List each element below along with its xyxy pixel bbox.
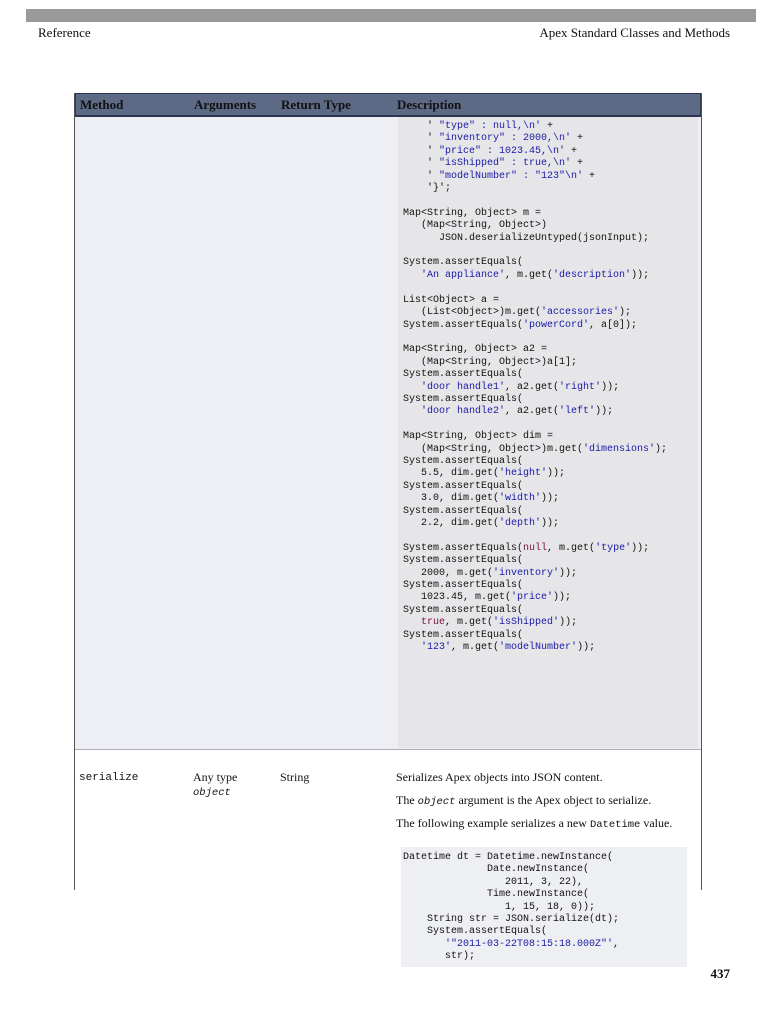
description-fragment: The [396,793,418,807]
column-header-method: Method [80,97,124,112]
code-token: "inventory" : 2000,\n' [439,133,572,145]
code-token: System.assertEquals( [403,480,524,492]
code-token [403,270,421,281]
code-token [403,406,421,417]
code-block [401,847,687,967]
code-token [403,939,445,950]
code-sample-deserialize [403,121,667,654]
code-token: ' [403,170,440,182]
code-token: 'height' [499,468,548,480]
code-token: , a[0]); [589,319,638,331]
code-token: )); [577,642,596,654]
code-token: )); [559,617,578,629]
return-type: String [280,770,310,784]
code-token: 'inventory' [493,567,560,579]
code-token: 'type' [595,542,632,554]
code-token: Date.newInstance( [403,864,590,876]
code-token: 'An appliance' [421,269,506,281]
code-token: str); [403,951,476,963]
code-token: System.assertEquals( [403,455,524,467]
code-token: "type" : null,\n' [439,121,542,132]
method-name: serialize [79,772,139,784]
code-token: , a2.get( [505,381,560,393]
code-token [403,642,421,653]
table-header [75,93,701,117]
description-text [396,793,651,808]
description-fragment: The following example serializes a new [396,816,590,830]
code-token: System.assertEquals( [403,257,524,269]
column-header-return-type: Return Type [281,97,351,112]
code-token: , m.get( [547,542,596,554]
code-token: )); [601,381,620,393]
code-token: )); [631,542,650,554]
code-token: 3.0, dim.get( [403,493,500,505]
header-bar [26,9,756,22]
code-token: "modelNumber" : "123"\n' [439,170,584,182]
code-token: ' [403,121,440,132]
code-token: String str = JSON.serialize(dt); [403,914,620,926]
code-token: + [583,170,596,182]
code-token: 'door handle1' [421,381,506,393]
code-token: Map<String, Object> dim = [403,431,554,443]
table-row [75,750,701,963]
code-token: + [571,158,584,170]
code-token: 1023.45, m.get( [403,592,512,604]
code-token: 'powerCord' [523,319,590,331]
code-token: Datetime dt = Datetime.newInstance( [403,852,614,863]
code-token: (Map<String, Object>)a[1]; [403,356,578,368]
inline-code: object [417,796,456,808]
code-token: System.assertEquals( [403,580,524,592]
code-token: System.assertEquals( [403,319,524,331]
code-token: 'description' [553,269,632,281]
code-token: )); [541,493,560,505]
code-token: )); [541,518,560,529]
code-token: List<Object> a = [403,294,500,306]
code-token: 'width' [499,493,542,505]
code-token: Map<String, Object> m = [403,207,542,219]
code-token [403,617,421,628]
code-token: 'price' [511,592,554,604]
code-token: System.assertEquals( [403,926,548,938]
code-token: 2000, m.get( [403,567,494,579]
code-token: ' [403,145,440,157]
code-token: , m.get( [445,617,494,629]
code-token: )); [547,468,566,480]
code-token: )); [553,592,572,604]
code-token: true [421,617,446,629]
code-token: + [571,133,584,145]
code-token: 1, 15, 18, 0)); [403,901,596,913]
code-token: System.assertEquals( [403,555,524,567]
code-token: 5.5, dim.get( [403,468,500,480]
code-token: (List<Object>)m.get( [403,307,542,319]
code-sample-serialize [403,852,619,964]
code-token: 'door handle2' [421,406,506,418]
argument-name: object [193,787,231,799]
description-text: Serializes Apex objects into JSON content. [396,770,603,784]
code-token: 'left' [559,406,596,418]
code-token: System.assertEquals( [403,604,524,616]
code-token: '123' [421,642,452,654]
code-token: ' [403,133,440,145]
code-token: 'modelNumber' [499,642,578,654]
code-token: Map<String, Object> a2 = [403,344,548,356]
code-token: JSON.deserializeUntyped(jsonInput); [403,232,650,244]
column-header-description: Description [397,97,462,112]
code-token: )); [631,269,650,281]
code-token: ); [655,443,668,455]
inline-code: Datetime [589,819,641,831]
code-token: null [523,542,548,554]
column-header-arguments: Arguments [194,97,257,112]
code-token: + [541,121,554,132]
argument-type: Any type [193,770,238,784]
code-token: System.assertEquals( [403,393,524,405]
code-token: 'accessories' [541,307,620,319]
code-token: ); [619,307,632,319]
code-token: '}'; [403,183,452,195]
code-token: "isShipped" : true,\n' [439,158,572,170]
code-token: 'dimensions' [583,443,656,455]
description-fragment: argument is the Apex object to serialize. [455,793,652,807]
method-table [74,93,702,963]
description-text [396,816,672,831]
code-token: 2011, 3, 22), [403,876,584,888]
code-token: + [565,145,578,157]
code-token: ' [403,158,440,170]
running-header-right: Apex Standard Classes and Methods [539,25,730,40]
page-number: 437 [710,966,730,981]
code-token: System.assertEquals( [403,542,524,554]
code-token: , a2.get( [505,406,560,418]
code-token: 2.2, dim.get( [403,518,500,529]
code-token: 'right' [559,381,602,393]
code-token: , m.get( [505,269,554,281]
code-token: '"2011-03-22T08:15:18.000Z"' [445,938,614,950]
code-token [403,382,421,393]
code-token: (Map<String, Object>)m.get( [403,443,584,455]
code-token: "price" : 1023.45,\n' [439,145,566,157]
running-header-left: Reference [38,25,91,40]
code-token: Time.newInstance( [403,889,590,901]
code-token: System.assertEquals( [403,505,524,517]
code-token: )); [559,567,578,579]
code-token: )); [595,406,614,418]
code-token: , [613,938,620,950]
table-row [75,117,701,749]
code-token: System.assertEquals( [403,369,524,381]
code-token: System.assertEquals( [403,629,524,641]
description-fragment: value. [640,816,673,830]
code-token: 'isShipped' [493,617,560,629]
code-token: (Map<String, Object>) [403,220,548,232]
code-token: 'depth' [499,518,542,529]
code-token: , m.get( [451,642,500,654]
